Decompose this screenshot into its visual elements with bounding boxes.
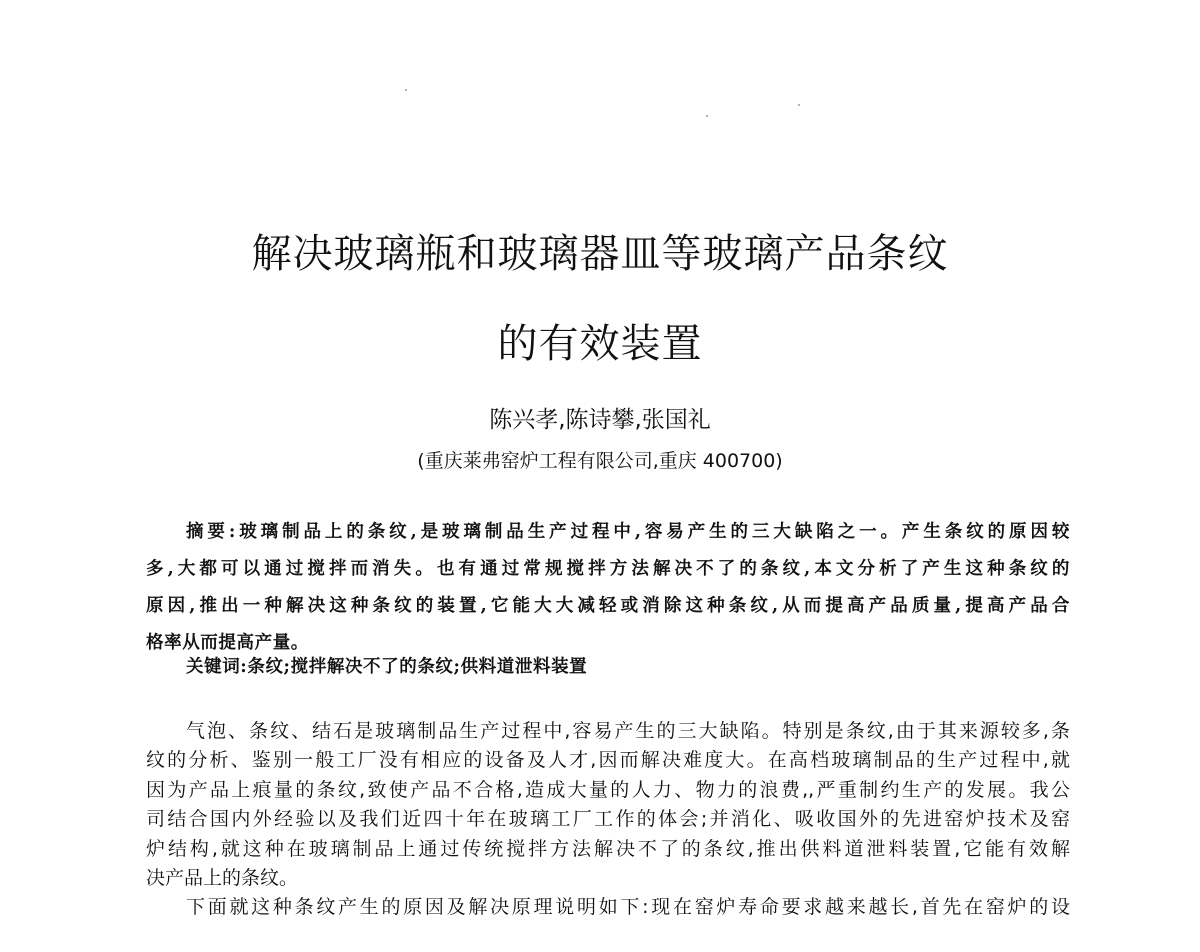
- paper-title-line-2: 的有效装置: [497, 321, 703, 367]
- body-text: [146, 717, 1070, 923]
- scan-speck: [706, 115, 708, 117]
- author-list: 陈兴孝,陈诗攀,张国礼: [489, 407, 711, 433]
- abstract-line: 格率从而提高产量。: [146, 633, 309, 653]
- scan-speck: [405, 89, 407, 91]
- body-line: 下面就这种条纹产生的原因及解决原理说明如下:现在窑炉寿命要求越来越长,首先在窑炉的设: [186, 896, 1070, 919]
- scan-speck: [798, 104, 800, 106]
- body-line: 炉结构,就这种在玻璃制品上通过传统搅拌方法解决不了的条纹,推出供料道泄料装置,它能有效解: [146, 837, 1070, 860]
- paper-title-line-1: 解决玻璃瓶和玻璃器皿等玻璃产品条纹: [251, 231, 949, 277]
- abstract-line: 摘要:玻璃制品上的条纹,是玻璃制品生产过程中,容易产生的三大缺陷之一。产生条纹的原因较: [186, 522, 1070, 542]
- body-line: 因为产品上痕量的条纹,致使产品不合格,造成大量的人力、物力的浪费,,严重制约生产的发展。我公: [146, 778, 1070, 801]
- abstract-line: 原因,推出一种解决这种条纹的装置,它能大大减轻或消除这种条纹,从而提高产品质量,提高产品合: [146, 596, 1070, 616]
- affiliation: (重庆莱弗窑炉工程有限公司,重庆 400700): [417, 450, 783, 472]
- body-line: 气泡、条纹、结石是玻璃制品生产过程中,容易产生的三大缺陷。特别是条纹,由于其来源较多,条: [186, 720, 1070, 742]
- abstract-line: 多,大都可以通过搅拌而消失。也有通过常规搅拌方法解决不了的条纹,本文分析了产生这种条纹的: [146, 559, 1070, 579]
- body-line: 司结合国内外经验以及我们近四十年在玻璃工厂工作的体会;并消化、吸收国外的先进窑炉技术及窑: [146, 808, 1070, 831]
- abstract: [146, 514, 1070, 662]
- keywords: 关键词:条纹;搅拌解决不了的条纹;供料道泄料装置: [186, 657, 588, 677]
- body-line: 纹的分析、鉴别一般工厂没有相应的设备及人才,因而解决难度大。在高档玻璃制品的生产过程中,就: [146, 749, 1070, 772]
- body-line: 决产品上的条纹。: [146, 867, 299, 890]
